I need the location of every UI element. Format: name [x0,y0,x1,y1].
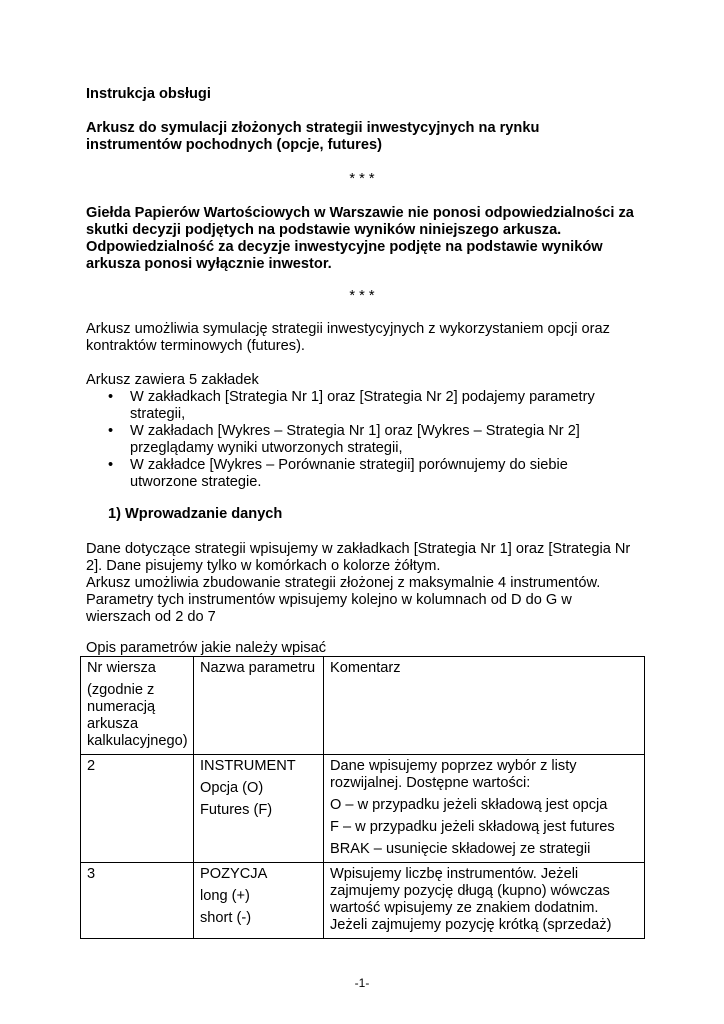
document-heading: Instrukcja obsługi [86,86,211,102]
list-item-line: W zakładach [Wykres – Strategia Nr 1] oraz [Wykres – Strategia Nr 2] [130,423,580,439]
table-caption: Opis parametrów jakie należy wpisać [86,640,327,656]
header-comment: Komentarz [324,657,645,755]
parameter-comment: Wpisujemy liczbę instrumentów. Jeżeli zajmujemy pozycję długą (kupno) wówczas wartość wpisujemy ze znakiem dodatnim. Jeżeli zajmujemy pozycję krótką (sprzedaż) [324,863,645,939]
data-line: Arkusz umożliwia zbudowanie strategii złożonej z maksymalnie 4 instrumentów. [86,575,601,591]
parameter-comment: Dane wpisujemy poprzez wybór z listy rozwijalnej. Dostępne wartości: O – w przypadku jeżeli składową jest opcja F – w przypadku jeżeli składową jest futures BRAK – usunięcie składowej ze strategii [324,755,645,863]
header-parameter-name: Nazwa parametru [194,657,324,755]
disclaimer-line: Giełda Papierów Wartościowych w Warszawie nie ponosi odpowiedzialności za [86,205,634,221]
table-header-row [81,657,645,755]
bullet-icon: • [108,389,114,405]
parameters-table [80,656,645,939]
data-line: Dane dotyczące strategii wpisujemy w zakładkach [Strategia Nr 1] oraz [Strategia Nr [86,541,631,557]
list-item-line: W zakładce [Wykres – Porównanie strategii] porównujemy do siebie [130,457,568,473]
intro-line: kontraktów terminowych (futures). [86,338,305,354]
section-heading: 1) Wprowadzanie danych [108,506,283,522]
separator-1: * * * [349,171,375,187]
data-line: wierszach od 2 do 7 [86,609,216,625]
list-item [86,423,638,457]
disclaimer-line: skutki decyzji podjętych na podstawie wyników niniejszego arkusza. [86,222,562,238]
intro-paragraph [86,321,638,355]
row-number: 2 [81,755,194,863]
page-number: -1- [354,976,370,990]
data-line: Parametry tych instrumentów wpisujemy kolejno w kolumnach od D do G w [86,592,572,608]
title-line-1: Arkusz do symulacji złożonych strategii inwestycyjnych na rynku [86,120,540,136]
separator-2: * * * [349,288,375,304]
document-title [86,120,638,154]
list-item-line: W zakładkach [Strategia Nr 1] oraz [Strategia Nr 2] podajemy parametry [130,389,595,405]
tabs-list [86,389,638,491]
title-line-2: instrumentów pochodnych (opcje, futures) [86,137,382,153]
data-line: 2]. Dane pisujemy tylko w komórkach o kolorze żółtym. [86,558,441,574]
bullet-icon: • [108,423,114,439]
list-item-line: strategii, [130,406,186,422]
disclaimer-line: arkusza ponosi wyłącznie inwestor. [86,256,332,272]
list-item-line: utworzone strategie. [130,474,262,490]
list-item [86,457,638,491]
header-row-number: Nr wiersza (zgodnie z numeracją arkusza kalkulacyjnego) [81,657,194,755]
tabs-intro: Arkusz zawiera 5 zakładek [86,372,259,388]
bullet-icon: • [108,457,114,473]
disclaimer [86,205,638,273]
list-item-line: przeglądamy wyniki utworzonych strategii, [130,440,403,456]
data-paragraph [86,541,638,626]
disclaimer-line: Odpowiedzialność za decyzje inwestycyjne podjęte na podstawie wyników [86,239,603,255]
table-row [81,755,645,863]
parameter-name: POZYCJA long (+) short (-) [194,863,324,939]
row-number: 3 [81,863,194,939]
table-row [81,863,645,939]
intro-line: Arkusz umożliwia symulację strategii inwestycyjnych z wykorzystaniem opcji oraz [86,321,610,337]
list-item [86,389,638,423]
parameter-name: INSTRUMENT Opcja (O) Futures (F) [194,755,324,863]
